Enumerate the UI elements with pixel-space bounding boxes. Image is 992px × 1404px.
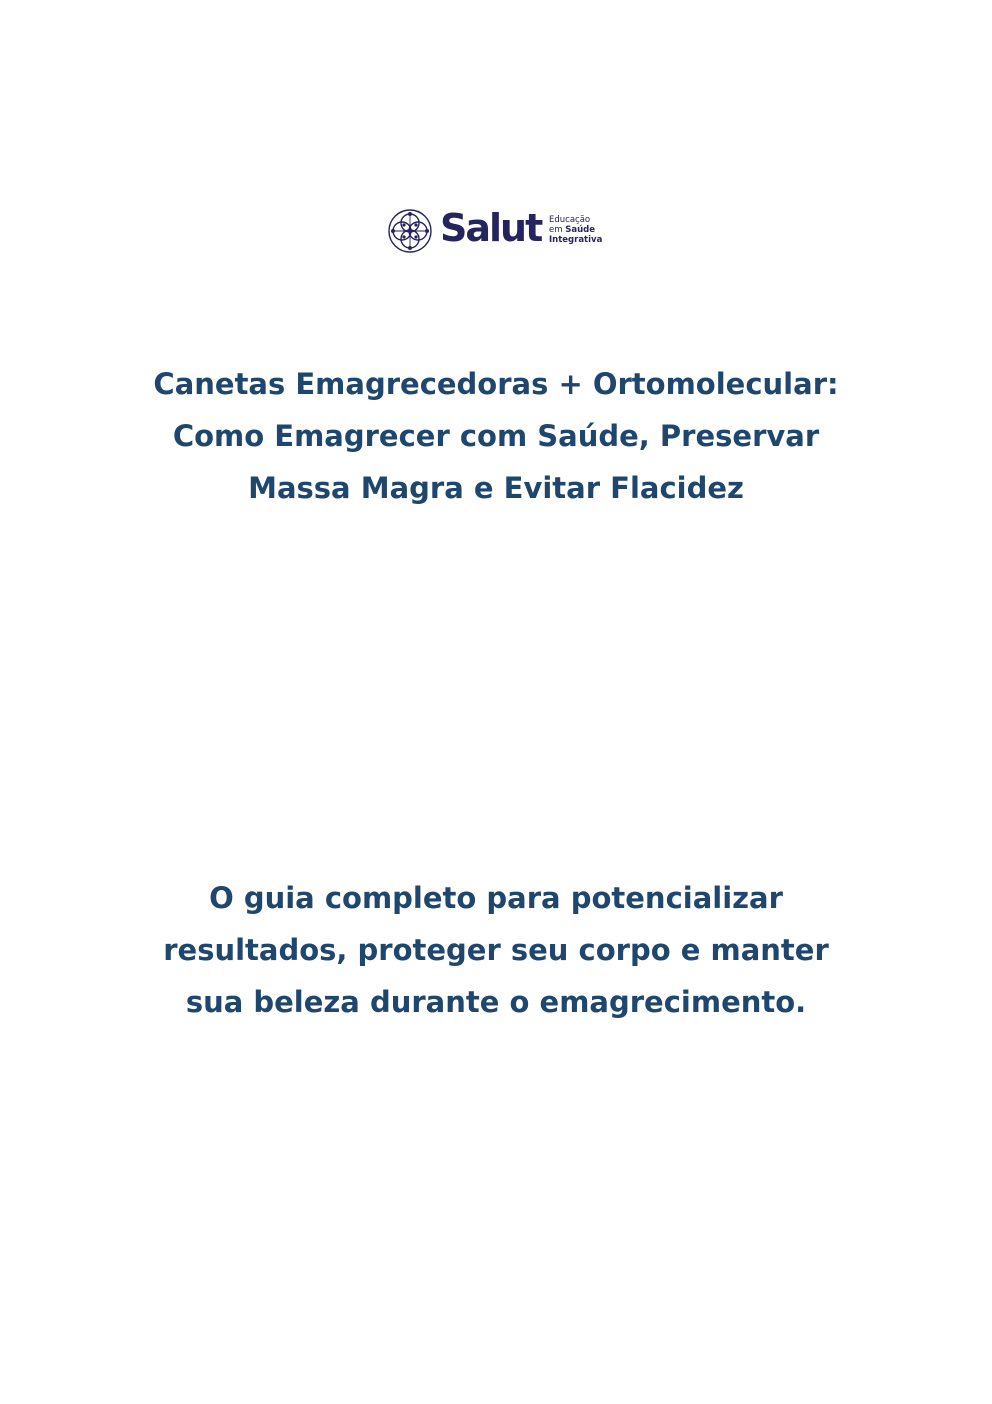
logo-tagline-saude: Saúde: [565, 225, 595, 235]
document-subtitle: [96, 872, 896, 1028]
subtitle-line-1: O guia completo para potencializar: [209, 881, 783, 915]
title-line-1: Canetas Emagrecedoras + Ortomolecular:: [153, 367, 839, 401]
title-line-3: Massa Magra e Evitar Flacidez: [248, 471, 744, 505]
brand-logo: [386, 205, 616, 255]
title-line-2: Como Emagrecer com Saúde, Preservar: [172, 419, 820, 453]
logo-wordmark: Salut: [440, 206, 542, 250]
subtitle-line-3: sua beleza durante o emagrecimento.: [185, 985, 807, 1019]
logo-tagline: [549, 215, 602, 245]
logo-tagline-em: em: [549, 225, 563, 235]
flower-of-life-icon: [386, 207, 434, 255]
logo-tagline-line1: Educação: [549, 215, 591, 225]
subtitle-line-2: resultados, proteger seu corpo e manter: [163, 933, 829, 967]
logo-tagline-line3: Integrativa: [549, 235, 603, 245]
logo-tagline-line2: [549, 225, 602, 235]
document-title: [96, 358, 896, 514]
